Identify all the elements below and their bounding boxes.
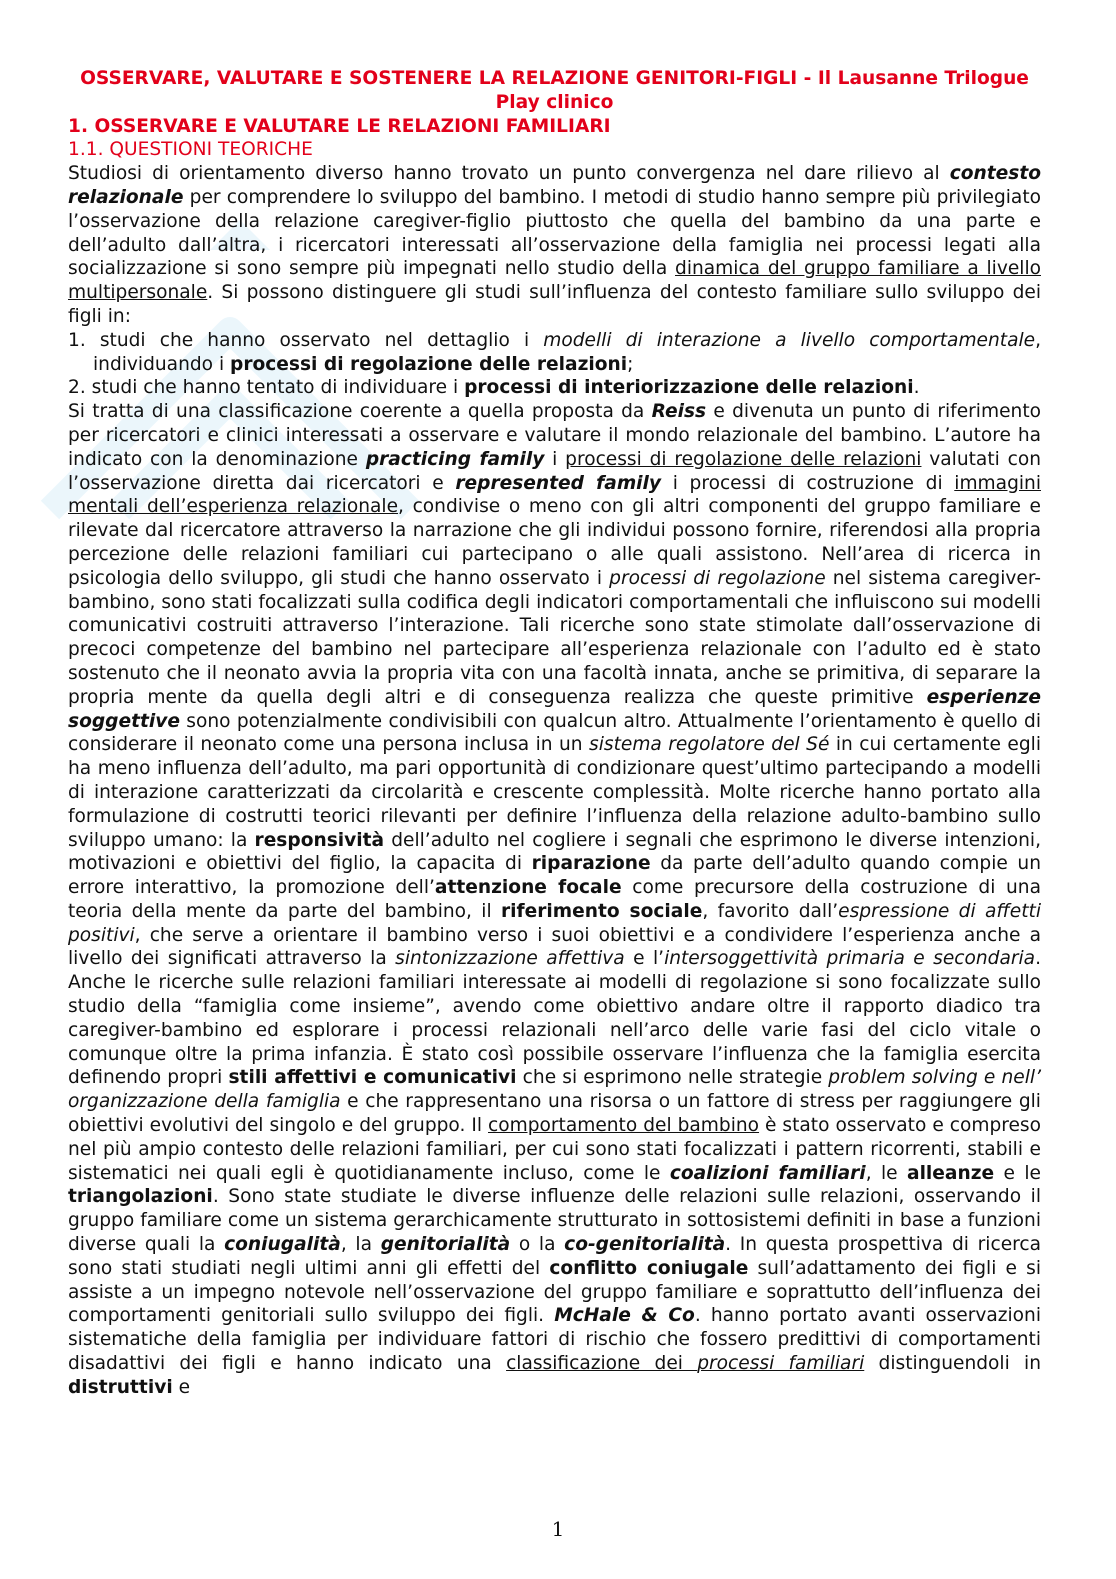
- paragraph-main: Si tratta di una classificazione coerente a quella proposta da Reiss e divenuta un punto di riferimento per ricercatori e clinici interessati a osservare e valutare il mondo relazionale del bambino. L’autore ha indicato con la denominazione practicing family i processi di regolazione delle relazioni valutati con l’osservazione diretta dai ricercatori e represented family i processi di costruzione di immagini mentali dell’esperienza relazionale, condivise o meno con gli altri componenti del gruppo familiare e rilevate dal ricercatore attraverso la narrazione che gli individui possono fornire, riferendosi alla propria percezione delle relazioni familiari cui partecipano o alle quali assistono. Nell’area di ricerca in psicologia dello sviluppo, gli studi che hanno osservato i processi di regolazione nel sistema caregiver-bambino, sono stati focalizzati sulla codifica degli indicatori comportamentali che influiscono sui modelli comunicativi costruiti attraverso l’interazione. Tali ricerche sono state stimolate dall’osservazione di precoci competenze del bambino nel partecipare all’esperienza relazionale con l’adulto ed è stato sostenuto che il neonato avvia la propria vita con una facoltà innata, anche se primitiva, di separare la propria mente da quella degli altri e di conseguenza realizza che queste primitive esperienze soggettive sono potenzialmente condivisibili con qualcun altro. Attualmente l’orientamento è quello di considerare il neonato come una persona inclusa in un sistema regolatore del Sé in cui certamente egli ha meno influenza dell’adulto, ma pari opportunità di condizionare quest’ultimo partecipando a modelli di interazione caratterizzati da circolarità e crescente complessità. Molte ricerche hanno portato alla formulazione di costrutti teorici rilevanti per definire l’influenza della relazione adulto-bambino sullo sviluppo umano: la responsività dell’adulto nel cogliere i segnali che esprimono le diverse intenzioni, motivazioni e obiettivi del figlio, la capacita di riparazione da parte dell’adulto quando compie un errore interattivo, la promozione dell’attenzione focale come precursore della costruzione di una teoria della mente da parte del bambino, il riferimento sociale, favorito dall’espressione di affetti positivi, che serve a orientare il bambino verso i suoi obiettivi e a condividere l’esperienza anche a livello dei significati attraverso la sintonizzazione affettiva e l’intersoggettività primaria e secondaria. Anche le ricerche sulle relazioni familiari interessate ai modelli di regolazione si sono focalizzate sullo studio della “famiglia come insieme”, avendo come obiettivo andare oltre il rapporto diadico tra caregiver-bambino ed esplorare i processi relazionali nell’arco delle varie fasi del ciclo vitale o comunque oltre la prima infanzia. È stato così possibile osservare l’influenza che la famiglia esercita definendo propri stili affettivi e comunicativi che si esprimono nelle strategie problem solving e nell’ organizzazione della famiglia e che rappresentano una risorsa o un fattore di stress per raggiungere gli obiettivi evolutivi del singolo e del gruppo. Il comportamento del bambino è stato osservato e compreso nel più ampio contesto delle relazioni familiari, per cui sono stati focalizzati i pattern ricorrenti, stabili e sistematici nei quali egli è quotidianamente incluso, come le coalizioni familiari, le alleanze e le triangolazioni. Sono state studiate le diverse influenze delle relazioni sulle relazioni, osservando il gruppo familiare come un sistema gerarchicamente strutturato in sottosistemi definiti in base a funzioni diverse quali la coniugalità, la genitorialità o la co-genitorialità. In questa prospettiva di ricerca sono stati studiati negli ultimi anni gli effetti del conflitto coniugale sull’adattamento dei figli e si assiste a un impegno notevole nell’osservazione del gruppo familiare e soprattutto dell’influenza dei comportamenti genitoriali sullo sviluppo dei figli. McHale & Co. hanno portato avanti osservazioni sistematiche della famiglia per individuare fattori di rischio che fossero predittivi di comportamenti disadattivi dei figli e hanno indicato una classificazione dei processi familiari distinguendoli in distruttivi e: [68, 401, 1042, 1398]
- document-title: OSSERVARE, VALUTARE E SOSTENERE LA RELAZIONE GENITORI-FIGLI - Il Lausanne Trilogue Play clinico: [80, 68, 1029, 113]
- list-item: 2. studi che hanno tentato di individuare i processi di interiorizzazione delle relazioni.: [68, 377, 920, 399]
- section-heading: 1. OSSERVARE E VALUTARE LE RELAZIONI FAMILIARI: [68, 115, 611, 137]
- list-item: 1. studi che hanno osservato nel dettaglio i modelli di interazione a livello comportamentale, individuando i processi di regolazione delle relazioni;: [68, 329, 1041, 375]
- subsection-heading: 1.1. QUESTIONI TEORICHE: [68, 139, 313, 161]
- document-body: [68, 67, 1041, 1400]
- paragraph-intro: Studiosi di orientamento diverso hanno trovato un punto convergenza nel dare rilievo al contesto relazionale per comprendere lo sviluppo del bambino. I metodi di studio hanno sempre più privilegiato l’osservazione della relazione caregiver-figlio piuttosto che quella del bambino da una parte e dell’adulto dall’altra, i ricercatori interessati all’osservazione della famiglia nei processi legati alla socializzazione si sono sempre più impegnati nello studio della dinamica del gruppo familiare a livello multipersonale. Si possono distinguere gli studi sull’influenza del contesto familiare sullo sviluppo dei figli in:: [68, 163, 1041, 327]
- page-number: 1: [551, 1517, 565, 1541]
